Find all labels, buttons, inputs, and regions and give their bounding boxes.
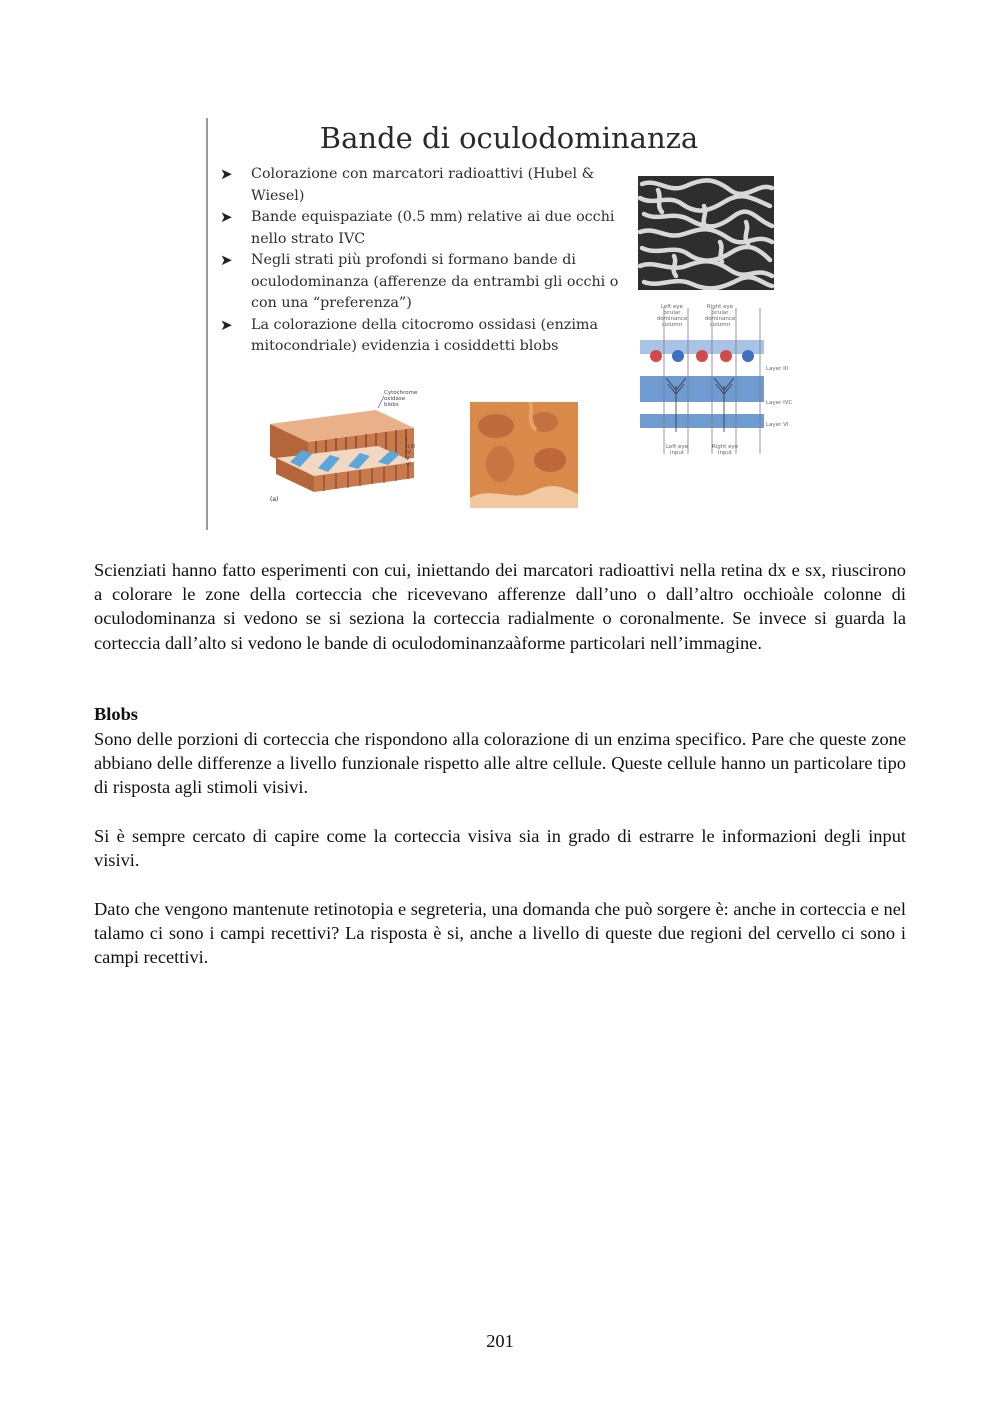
left-column-caption: Left eye ocular dominance column [656,304,688,328]
arrow-bullet-icon: ➤ [220,251,233,269]
cube-layer-label: II,III [406,444,415,450]
arrow-bullet-icon: ➤ [220,315,233,334]
cube-layer-label: IV [406,450,411,456]
slide-bullet-text: Bande equispaziate (0.5 mm) relative ai due occhi nello strato IVC [251,209,615,247]
paragraph-esperimenti: Scienziati hanno fatto esperimenti con cui, iniettando dei marcatori radioattivi nella retina dx e sx, riuscirono a colorare le zone della corteccia che ricevevano afferenze dall’uno o dall’altro occhioàle colonne di oculodominanza si vedono se si seziona la corteccia radialmente o coronalmente. Se invece si guarda la corteccia dall’alto si vedono le bande di oculodominanzaàforme particolari nell’immagine. [94,560,906,653]
layers-graphic [638,304,796,464]
layer-ivc-label: Layer IVC [766,400,793,406]
ocular-dominance-stripes-photo [638,176,774,290]
right-input-caption: Right eye input [711,444,739,456]
cube-layer-labels [406,438,415,468]
paragraph-blobs: Sono delle porzioni di corteccia che rispondono alla colorazione di un enzima specifico. Pare che queste zone abbiano delle differenze a livello funzionale rispetto alle altre cellule. Queste cellule hanno un particolare tipo di risposta agli stimoli visivi. [94,729,906,798]
blobs-heading: Blobs [94,704,138,724]
figure-tag: (a) [270,496,279,503]
cube-layer-label: I [406,438,408,444]
layer-vi-label: Layer VI [766,422,789,428]
right-column-caption: Right eye ocular dominance column [704,304,736,328]
slide-bullet [220,315,630,358]
slide-bullet [220,250,630,315]
slide-bullet-text: La colorazione della citocromo ossidasi (enzima mitocondriale) evidenzia i cosiddetti blobs [251,316,598,354]
paragraph-corteccia-visiva: Si è sempre cercato di capire come la corteccia visiva sia in grado di estrarre le informazioni degli input visivi. [94,826,906,871]
cytochrome-oxidase-cube-illustration [266,388,416,508]
slide-bullet [220,207,630,250]
arrow-bullet-icon: ➤ [220,208,233,226]
slide-left-border [206,118,208,530]
cube-layer-label: VI [406,462,411,468]
cytochrome-blobs-caption: Cytochrome oxidase blobs [384,390,418,408]
cytochrome-blobs-photo [470,402,578,508]
paragraph-campi-recettivi: Dato che vengono mantenute retinotopia e segreteria, una domanda che può sorgere è: anche in corteccia e nel talamo ci sono i campi recettivi? La risposta è si, anche a livello di queste due regioni del cervello ci sono i campi recettivi. [94,899,906,968]
slide-bullet-text: Negli strati più profondi si formano bande di oculodominanza (afferenze da entrambi gli occhi o con una “preferenza”) [251,252,619,311]
page-number: 201 [486,1331,514,1351]
left-input-caption: Left eye input [665,444,689,456]
arrow-bullet-icon: ➤ [220,165,233,183]
slide-bullet-list [220,164,630,358]
ocular-dominance-columns-diagram [638,304,796,464]
layer-iii-label: Layer III [766,366,788,372]
slide-bullet-text: Colorazione con marcatori radioattivi (Hubel & Wiesel) [251,166,595,204]
stripes-pattern [638,176,774,290]
slide-title: Bande di oculodominanza [319,121,699,155]
slide-bullet [220,164,630,207]
blobs-graphic [470,402,578,508]
slide-image [206,118,802,530]
cube-layer-label: V [406,456,410,462]
